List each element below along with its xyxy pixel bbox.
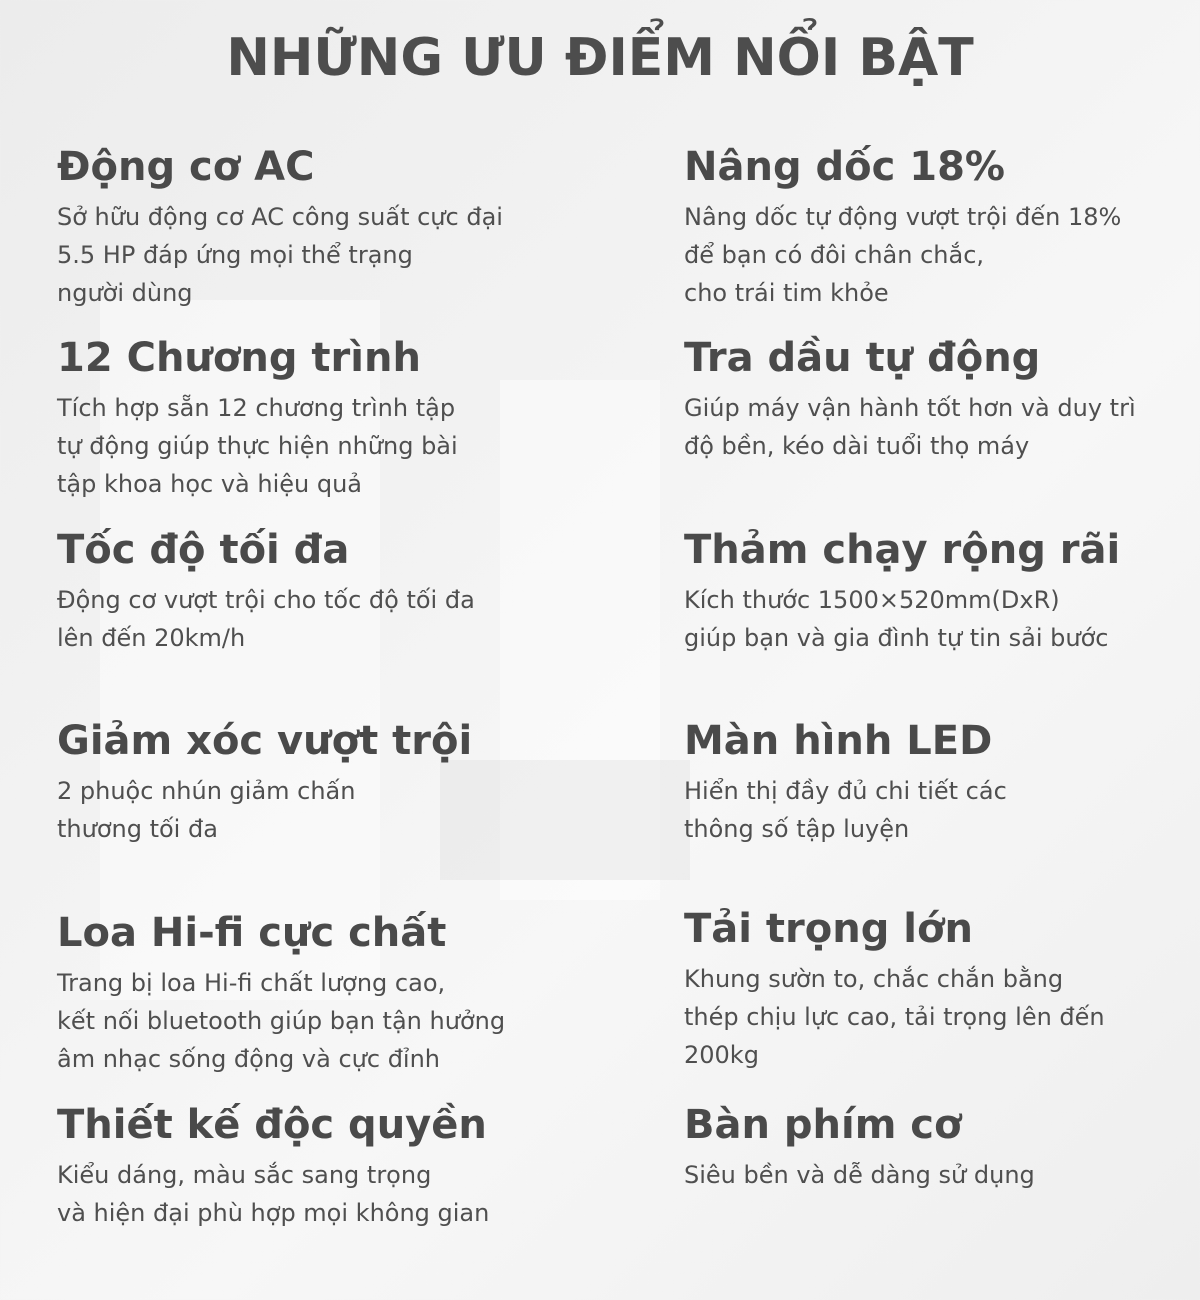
- feature-hifi-speaker: [57, 906, 577, 1078]
- feature-heading: Thiết kế độc quyền: [57, 1102, 487, 1148]
- feature-ac-motor: [57, 140, 577, 312]
- page-title: NHỮNG ƯU ĐIỂM NỔI BẬT: [226, 28, 974, 88]
- feature-heading: Màn hình LED: [684, 718, 993, 764]
- feature-max-speed: [57, 523, 577, 657]
- feature-keypad: [684, 1098, 1200, 1194]
- feature-text: Sở hữu động cơ AC công suất cực đại 5.5 HP đáp ứng mọi thể trạng người dùng: [57, 203, 503, 307]
- feature-shock-absorb: [57, 714, 577, 848]
- feature-text: Hiển thị đầy đủ chi tiết các thông số tập luyện: [684, 777, 1007, 843]
- feature-text: Kiểu dáng, màu sắc sang trọng và hiện đại phù hợp mọi không gian: [57, 1161, 490, 1227]
- feature-text: 2 phuộc nhún giảm chấn thương tối đa: [57, 777, 356, 843]
- feature-text: Tích hợp sẵn 12 chương trình tập tự động giúp thực hiện những bài tập khoa học và hiệu quả: [57, 394, 458, 498]
- feature-heading: Tốc độ tối đa: [57, 527, 350, 573]
- feature-heading: Động cơ AC: [57, 144, 315, 190]
- feature-heading: Giảm xóc vượt trội: [57, 718, 473, 764]
- feature-heading: Nâng dốc 18%: [684, 144, 1005, 190]
- feature-incline: [684, 140, 1200, 312]
- feature-text: Trang bị loa Hi-fi chất lượng cao, kết nối bluetooth giúp bạn tận hưởng âm nhạc sống động và cực đỉnh: [57, 969, 506, 1073]
- feature-max-load: [684, 902, 1200, 1074]
- feature-heading: Bàn phím cơ: [684, 1102, 962, 1148]
- feature-programs: [57, 331, 577, 503]
- feature-heading: Thảm chạy rộng rãi: [684, 527, 1121, 573]
- feature-heading: 12 Chương trình: [57, 335, 421, 381]
- feature-heading: Tra dầu tự động: [684, 335, 1041, 381]
- feature-text: Siêu bền và dễ dàng sử dụng: [684, 1161, 1035, 1189]
- feature-text: Động cơ vượt trội cho tốc độ tối đa lên đến 20km/h: [57, 586, 475, 652]
- feature-wide-belt: [684, 523, 1200, 657]
- feature-text: Giúp máy vận hành tốt hơn và duy trì độ bền, kéo dài tuổi thọ máy: [684, 394, 1136, 460]
- feature-auto-lube: [684, 331, 1200, 465]
- feature-exclusive-design: [57, 1098, 577, 1232]
- feature-heading: Tải trọng lớn: [684, 906, 973, 952]
- feature-led-screen: [684, 714, 1200, 848]
- feature-heading: Loa Hi-fi cực chất: [57, 910, 447, 956]
- feature-text: Khung sườn to, chắc chắn bằng thép chịu lực cao, tải trọng lên đến 200kg: [684, 965, 1105, 1069]
- feature-text: Kích thước 1500×520mm(DxR) giúp bạn và gia đình tự tin sải bước: [684, 586, 1109, 652]
- feature-text: Nâng dốc tự động vượt trội đến 18% để bạn có đôi chân chắc, cho trái tim khỏe: [684, 203, 1122, 307]
